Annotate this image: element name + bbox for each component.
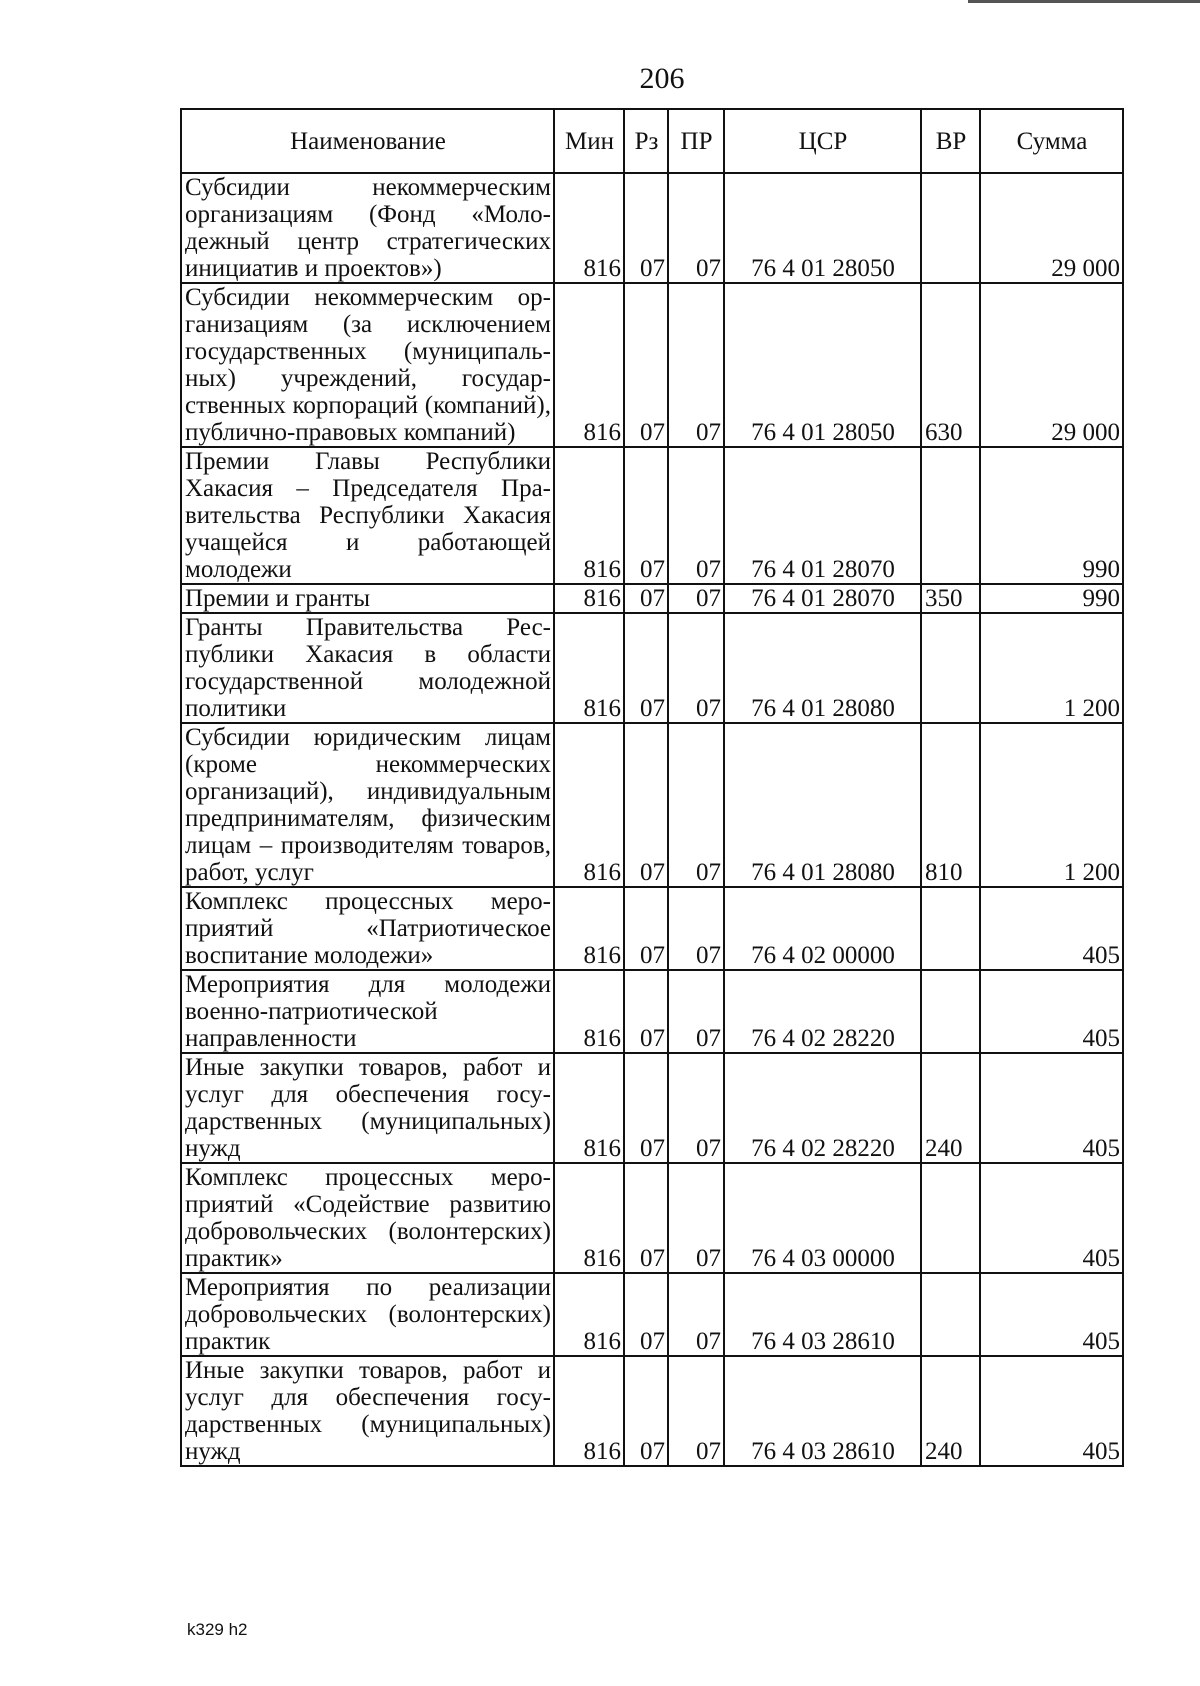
row-sum: 405 xyxy=(980,887,1123,970)
row-rz: 07 xyxy=(624,613,668,723)
row-csr: 76 4 01 28070 xyxy=(724,584,921,613)
row-rz: 07 xyxy=(624,1163,668,1273)
row-sum: 405 xyxy=(980,1273,1123,1356)
table-row xyxy=(181,887,1123,970)
table-header-row xyxy=(181,109,1123,173)
row-pr: 07 xyxy=(668,1273,724,1356)
row-csr: 76 4 01 28080 xyxy=(724,723,921,887)
row-pr: 07 xyxy=(668,173,724,283)
row-rz: 07 xyxy=(624,1356,668,1466)
row-min: 816 xyxy=(554,1163,624,1273)
row-sum: 29 000 xyxy=(980,283,1123,447)
row-vr xyxy=(921,887,980,970)
row-rz: 07 xyxy=(624,447,668,584)
header-vr: ВР xyxy=(921,109,980,173)
row-sum: 405 xyxy=(980,1356,1123,1466)
row-rz: 07 xyxy=(624,173,668,283)
row-rz: 07 xyxy=(624,283,668,447)
row-vr xyxy=(921,1273,980,1356)
row-min: 816 xyxy=(554,1053,624,1163)
row-rz: 07 xyxy=(624,970,668,1053)
row-pr: 07 xyxy=(668,970,724,1053)
row-rz: 07 xyxy=(624,723,668,887)
row-pr: 07 xyxy=(668,584,724,613)
row-name: Комплекс процессных мероприятий «Содействие развитию добровольческих (волонтерских) практик» xyxy=(181,1163,554,1273)
row-name: Субсидии некоммерческим организациям (за исключением государственных (муниципальных) учреждений, государственных корпораций (компаний), публично-правовых компаний) xyxy=(181,283,554,447)
row-name: Мероприятия по реализации добровольческих (волонтерских) практик xyxy=(181,1273,554,1356)
row-csr: 76 4 01 28050 xyxy=(724,173,921,283)
row-name: Субсидии некоммерческим организациям (Фонд «Молодежный центр стратегических инициатив и проектов») xyxy=(181,173,554,283)
row-min: 816 xyxy=(554,584,624,613)
row-vr xyxy=(921,1163,980,1273)
table-row xyxy=(181,1273,1123,1356)
row-name: Гранты Правительства Республики Хакасия в области государственной молодежной политики xyxy=(181,613,554,723)
table-row xyxy=(181,584,1123,613)
row-csr: 76 4 01 28080 xyxy=(724,613,921,723)
row-pr: 07 xyxy=(668,1053,724,1163)
row-pr: 07 xyxy=(668,447,724,584)
row-pr: 07 xyxy=(668,723,724,887)
header-min: Мин xyxy=(554,109,624,173)
row-rz: 07 xyxy=(624,887,668,970)
table-row xyxy=(181,723,1123,887)
row-min: 816 xyxy=(554,447,624,584)
header-name: Наименование xyxy=(181,109,554,173)
row-vr xyxy=(921,613,980,723)
row-sum: 405 xyxy=(980,970,1123,1053)
row-vr xyxy=(921,447,980,584)
row-min: 816 xyxy=(554,283,624,447)
row-pr: 07 xyxy=(668,613,724,723)
header-rz: Рз xyxy=(624,109,668,173)
row-min: 816 xyxy=(554,970,624,1053)
header-csr: ЦСР xyxy=(724,109,921,173)
row-name: Премии Главы Республики Хакасия – Председателя Правительства Республики Хакасия учащейся и работающей молодежи xyxy=(181,447,554,584)
table-row xyxy=(181,1163,1123,1273)
row-rz: 07 xyxy=(624,584,668,613)
row-name: Субсидии юридическим лицам (кроме некоммерческих организаций), индивидуальным предпринимателям, физическим лицам – производителям товаров, работ, услуг xyxy=(181,723,554,887)
header-sum: Сумма xyxy=(980,109,1123,173)
row-sum: 990 xyxy=(980,447,1123,584)
row-name: Иные закупки товаров, работ и услуг для обеспечения государственных (муниципальных) нужд xyxy=(181,1053,554,1163)
row-sum: 1 200 xyxy=(980,613,1123,723)
row-pr: 07 xyxy=(668,283,724,447)
row-csr: 76 4 03 28610 xyxy=(724,1273,921,1356)
row-pr: 07 xyxy=(668,887,724,970)
page-number: 206 xyxy=(639,62,685,95)
row-min: 816 xyxy=(554,723,624,887)
row-csr: 76 4 02 28220 xyxy=(724,970,921,1053)
row-min: 816 xyxy=(554,1356,624,1466)
row-name: Иные закупки товаров, работ и услуг для обеспечения государственных (муниципальных) нужд xyxy=(181,1356,554,1466)
row-min: 816 xyxy=(554,173,624,283)
row-vr xyxy=(921,173,980,283)
row-rz: 07 xyxy=(624,1273,668,1356)
table-row xyxy=(181,613,1123,723)
row-vr: 810 xyxy=(921,723,980,887)
row-csr: 76 4 02 28220 xyxy=(724,1053,921,1163)
header-pr: ПР xyxy=(668,109,724,173)
row-csr: 76 4 01 28050 xyxy=(724,283,921,447)
row-sum: 1 200 xyxy=(980,723,1123,887)
row-vr: 350 xyxy=(921,584,980,613)
table-row xyxy=(181,173,1123,283)
table-row xyxy=(181,1053,1123,1163)
budget-table xyxy=(180,108,1124,1467)
row-rz: 07 xyxy=(624,1053,668,1163)
table-row xyxy=(181,970,1123,1053)
row-csr: 76 4 01 28070 xyxy=(724,447,921,584)
table-row xyxy=(181,1356,1123,1466)
row-sum: 990 xyxy=(980,584,1123,613)
footer-document-code: k329 h2 xyxy=(187,1620,248,1639)
top-edge-rule xyxy=(968,0,1200,3)
row-csr: 76 4 03 28610 xyxy=(724,1356,921,1466)
row-csr: 76 4 03 00000 xyxy=(724,1163,921,1273)
row-sum: 405 xyxy=(980,1163,1123,1273)
table-row xyxy=(181,283,1123,447)
row-name: Премии и гранты xyxy=(181,584,554,613)
row-sum: 405 xyxy=(980,1053,1123,1163)
row-csr: 76 4 02 00000 xyxy=(724,887,921,970)
row-vr: 630 xyxy=(921,283,980,447)
row-vr xyxy=(921,970,980,1053)
row-min: 816 xyxy=(554,613,624,723)
row-pr: 07 xyxy=(668,1356,724,1466)
row-vr: 240 xyxy=(921,1356,980,1466)
row-min: 816 xyxy=(554,887,624,970)
row-pr: 07 xyxy=(668,1163,724,1273)
row-name: Мероприятия для молодежи военно-патриотической направленности xyxy=(181,970,554,1053)
row-vr: 240 xyxy=(921,1053,980,1163)
row-name: Комплекс процессных мероприятий «Патриотическое воспитание молодежи» xyxy=(181,887,554,970)
table-row xyxy=(181,447,1123,584)
row-sum: 29 000 xyxy=(980,173,1123,283)
row-min: 816 xyxy=(554,1273,624,1356)
